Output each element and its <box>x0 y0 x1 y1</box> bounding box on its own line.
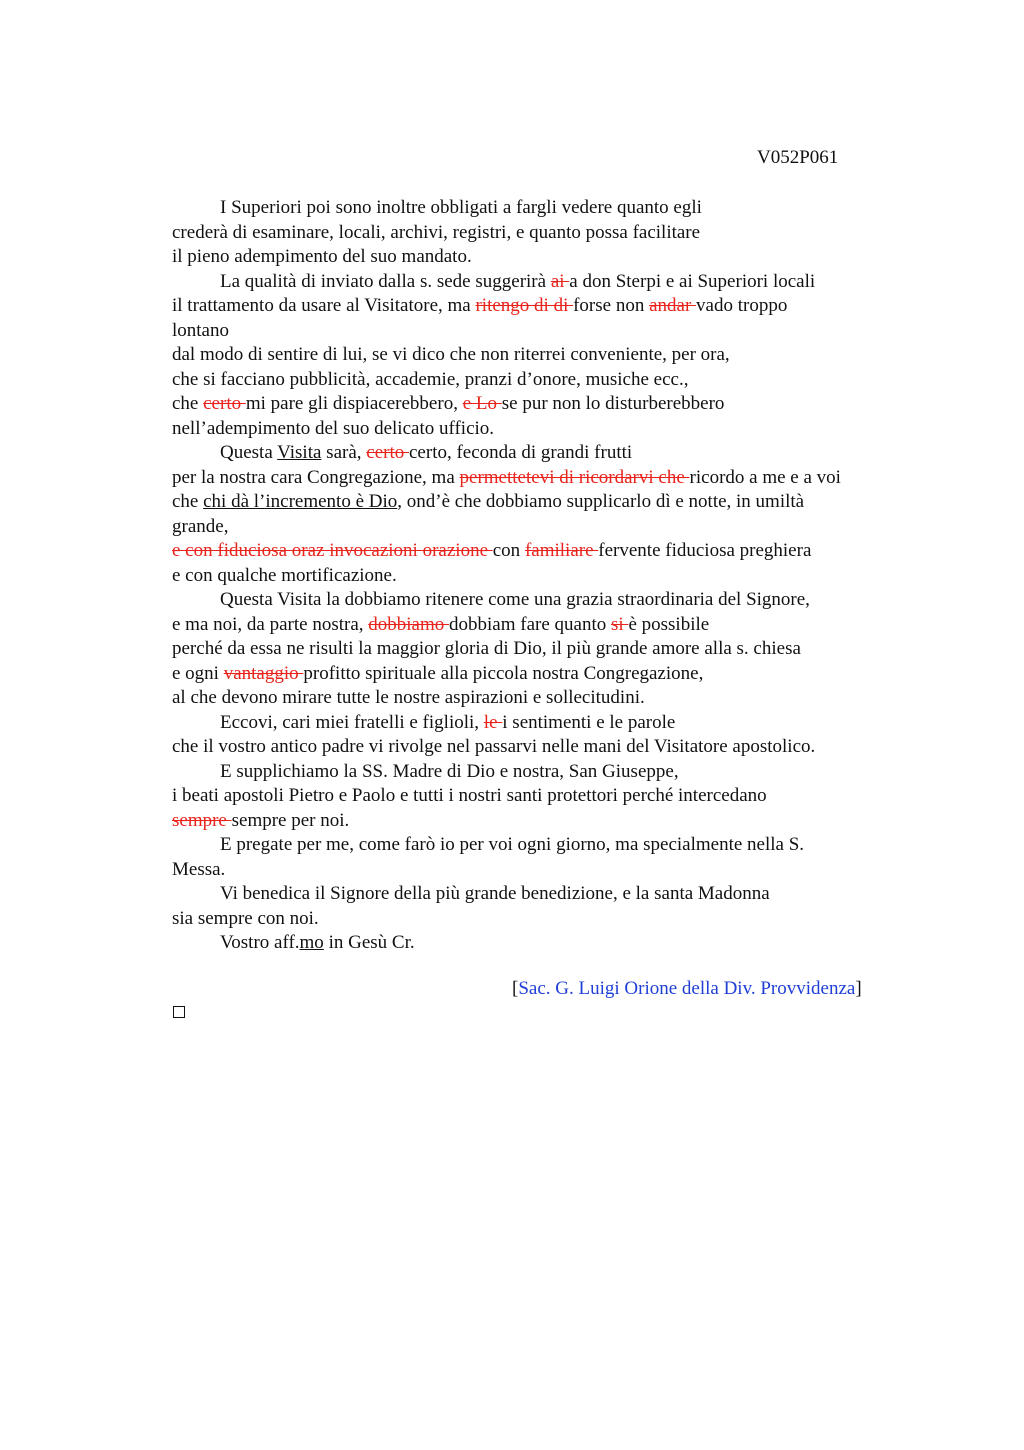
deleted-text: ritengo di di <box>475 295 574 316</box>
text-line <box>172 662 912 687</box>
text-segment: Questa Visita la dobbiamo ritenere come una grazia straordinaria del Signore, <box>220 589 810 610</box>
text-segment: è possibile <box>628 613 710 635</box>
text-segment: Questa <box>220 442 278 463</box>
text-line <box>172 931 912 956</box>
text-segment: Messa. <box>172 858 226 880</box>
text-line <box>172 637 912 662</box>
text-segment: E supplichiamo la SS. Madre di Dio e nostra, San Giuseppe, <box>220 760 679 782</box>
text-line <box>172 490 912 515</box>
text-line <box>172 270 912 295</box>
underlined-text: mo <box>299 932 324 953</box>
deleted-text: sempre <box>172 809 232 831</box>
text-segment: sempre per noi. <box>231 809 350 831</box>
text-segment: mi pare gli dispiacerebbero, <box>245 393 463 414</box>
text-segment: il trattamento da usare al Visitatore, ma <box>172 295 476 316</box>
text-segment: La qualità di inviato dalla s. sede suggerirà <box>220 270 551 292</box>
text-segment: lontano <box>172 319 229 341</box>
text-segment: che <box>172 393 204 414</box>
text-line <box>172 368 912 393</box>
text-line <box>172 564 912 589</box>
text-segment: forse non <box>573 295 650 316</box>
text-line <box>172 686 912 711</box>
text-line <box>172 294 912 319</box>
text-segment: il pieno adempimento del suo mandato. <box>172 246 472 267</box>
text-line <box>172 221 912 246</box>
text-line <box>172 539 912 564</box>
deleted-text: dobbiamo <box>368 613 450 635</box>
text-segment: i sentimenti e le parole <box>502 711 676 733</box>
deleted-text: e Lo <box>462 393 502 414</box>
text-segment: fervente fiduciosa preghiera <box>598 540 812 561</box>
deleted-text: si <box>611 613 629 635</box>
text-segment: vado troppo <box>696 295 788 316</box>
text-line <box>172 392 912 417</box>
text-segment: che <box>172 491 204 512</box>
text-line <box>172 515 912 540</box>
deleted-text: le <box>483 711 503 733</box>
text-segment: ricordo a me e a voi <box>689 466 841 488</box>
text-line <box>172 858 912 883</box>
text-segment: e ogni <box>172 662 224 684</box>
text-segment: sarà, <box>321 442 367 463</box>
text-line <box>172 882 912 907</box>
text-segment: con <box>492 540 525 561</box>
deleted-text: e con fiduciosa oraz invocazioni orazione <box>172 540 493 561</box>
text-line <box>172 735 912 760</box>
text-line <box>172 417 912 442</box>
text-line <box>172 441 912 466</box>
page-id: V052P061 <box>757 147 839 168</box>
text-segment: I Superiori poi sono inoltre obbligati a fargli vedere quanto egli <box>220 197 702 218</box>
text-segment: , ond’è che dobbiamo supplicarlo dì e notte, in umiltà <box>397 491 805 512</box>
text-line <box>172 833 912 858</box>
signature <box>512 977 862 1001</box>
signature-name: Sac. G. Luigi Orione della Div. Provvidenza <box>518 978 856 999</box>
text-segment: se pur non lo disturberebbero <box>501 393 725 414</box>
text-segment: Vi benedica il Signore della più grande benedizione, e la santa Madonna <box>220 883 770 904</box>
text-segment: Eccovi, cari miei fratelli e figlioli, <box>220 711 484 733</box>
text-segment: perché da essa ne risulti la maggior gloria di Dio, il più grande amore alla s. chiesa <box>172 638 801 659</box>
text-segment: dal modo di sentire di lui, se vi dico che non riterrei conveniente, per ora, <box>172 344 730 365</box>
text-segment: al che devono mirare tutte le nostre aspirazioni e sollecitudini. <box>172 687 645 708</box>
text-segment: i beati apostoli Pietro e Paolo e tutti i nostri santi protettori perché intercedano <box>172 785 767 806</box>
underlined-text: Visita <box>277 442 322 463</box>
text-line <box>172 711 912 736</box>
deleted-text: andar <box>649 295 697 316</box>
deleted-text: vantaggio <box>223 662 304 684</box>
text-segment: E pregate per me, come farò io per voi ogni giorno, ma specialmente nella S. <box>220 834 805 855</box>
text-line <box>172 343 912 368</box>
text-segment: nell’adempimento del suo delicato ufficio. <box>172 417 495 439</box>
text-line <box>172 784 912 809</box>
text-segment: e con qualche mortificazione. <box>172 564 397 586</box>
deleted-text: certo <box>203 393 246 414</box>
deleted-text: permettetevi di ricordarvi che <box>459 466 690 488</box>
text-segment: che si facciano pubblicità, accademie, pranzi d’onore, musiche ecc., <box>172 368 689 390</box>
text-segment: profitto spirituale alla piccola nostra Congregazione, <box>303 662 704 684</box>
text-line <box>172 907 912 932</box>
end-marker-box <box>173 1006 185 1018</box>
text-segment: che il vostro antico padre vi rivolge nel passarvi nelle mani del Visitatore apostolico. <box>172 736 816 757</box>
signature-close-bracket: ] <box>855 978 862 999</box>
text-line <box>172 319 912 344</box>
text-line <box>172 809 912 834</box>
text-segment: dobbiam fare quanto <box>449 613 611 635</box>
letter-body <box>172 196 912 956</box>
text-segment: Vostro aff. <box>220 932 300 953</box>
text-segment: per la nostra cara Congregazione, ma <box>172 466 460 488</box>
text-line <box>172 613 912 638</box>
text-line <box>172 466 912 491</box>
text-segment: crederà di esaminare, locali, archivi, registri, e quanto possa facilitare <box>172 221 701 243</box>
text-segment: in Gesù Cr. <box>323 932 415 953</box>
signature-open-bracket: [ <box>512 978 519 999</box>
text-segment: e ma noi, da parte nostra, <box>172 613 369 635</box>
text-line <box>172 196 912 221</box>
deleted-text: familiare <box>524 540 599 561</box>
deleted-text: ai <box>550 270 570 292</box>
text-segment: sia sempre con noi. <box>172 907 319 929</box>
text-line <box>172 245 912 270</box>
text-line <box>172 760 912 785</box>
text-segment: grande, <box>172 515 229 537</box>
deleted-text: certo <box>366 442 409 463</box>
text-segment: certo, feconda di grandi frutti <box>409 442 633 463</box>
underlined-text: chi dà l’incremento è Dio <box>203 491 398 512</box>
text-line <box>172 588 912 613</box>
text-segment: a don Sterpi e ai Superiori locali <box>569 270 816 292</box>
